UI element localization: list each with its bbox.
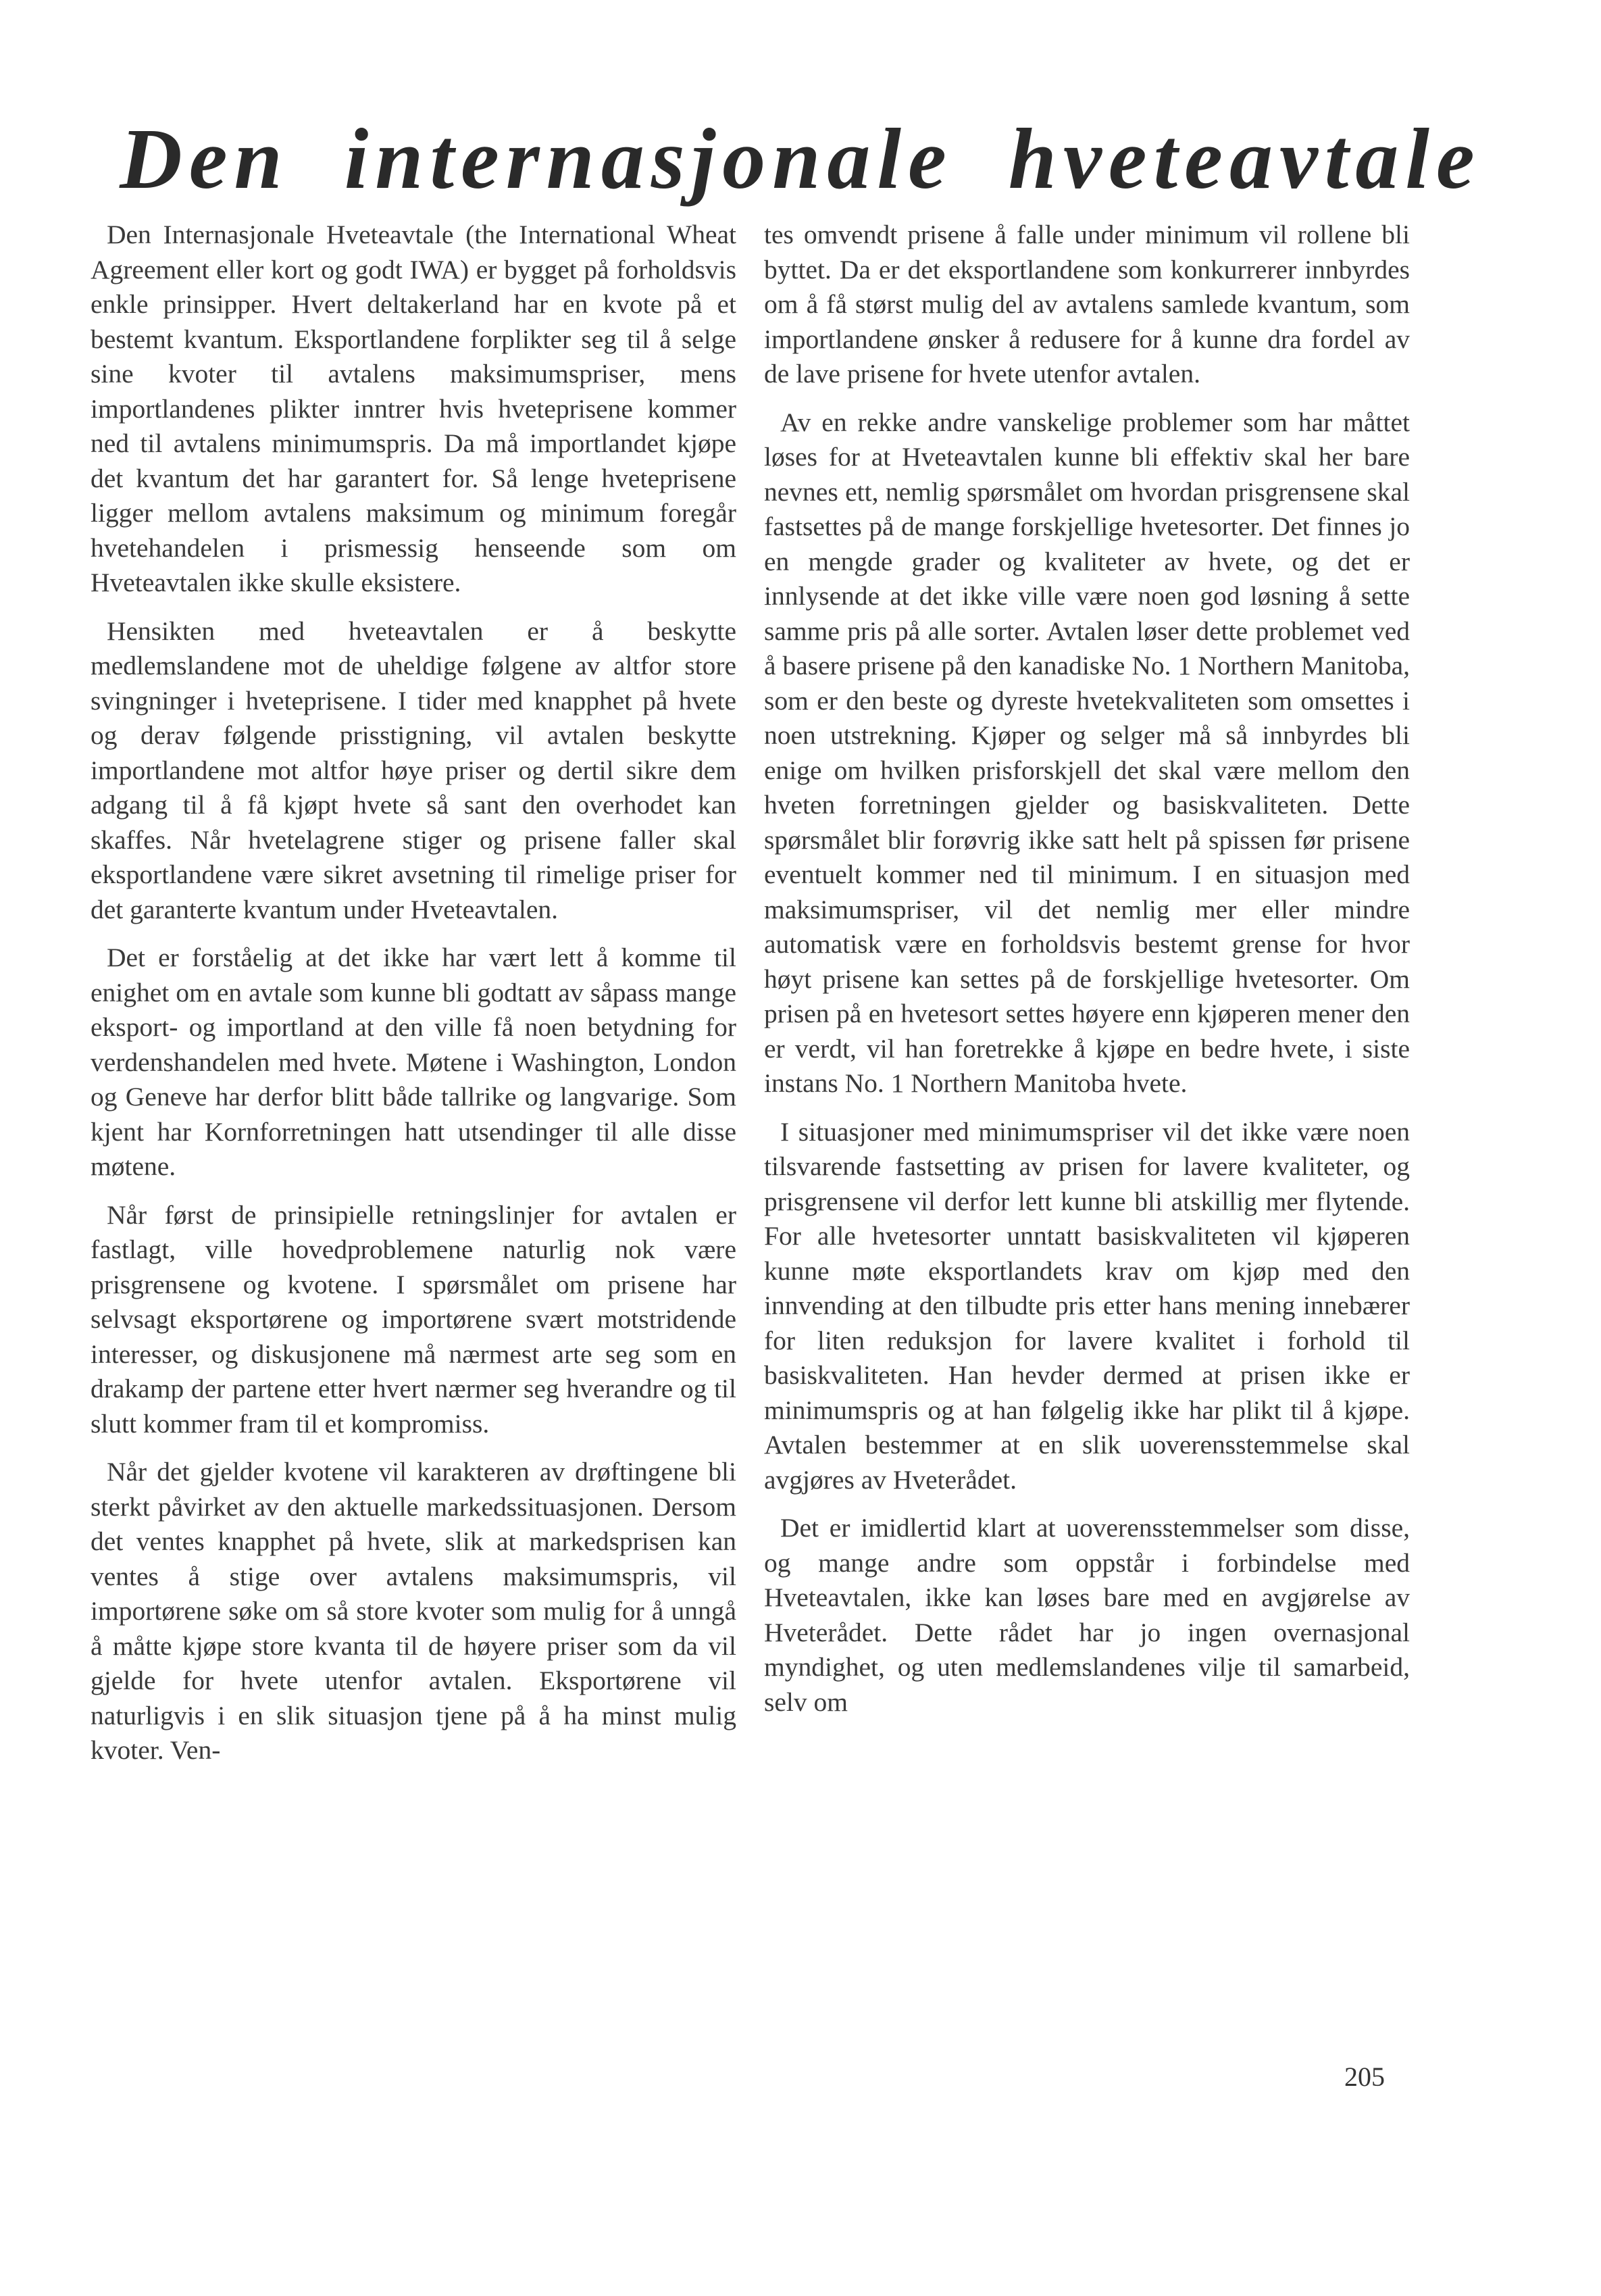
paragraph: Hensikten med hveteavtalen er å beskytte medlemslandene mot de uheldige følgene av altfor store svingninger i hveteprisene. I tider med knapphet på hvete og derav følgende prisstigning, vil avtalen beskytte importlandene mot altfor høye priser og dertil sikre dem adgang til å få kjøpt hvete så sant den overhodet kan skaffes. Når hvetelagrene stiger og prisene faller skal eksportlandene være sikret avsetning til rimelige priser for det garanterte kvantum under Hveteavtalen. xyxy=(91,616,736,924)
paragraph: Når det gjelder kvotene vil karakteren av drøftingene bli sterkt påvirket av den aktuelle markedssituasjonen. Dersom det ventes knapphet på hvete, slik at markedsprisen kan ventes å stige over avtalens maksimumspris, vil importørene søke om så store kvoter som mulig for å unngå å måtte kjøpe store kvanta til de høyere priser som da vil gjelde for hvete utenfor avtalen. Eksportørene vil naturligvis i en slik situasjon tjene på å ha minst mulig kvoter. Ven- xyxy=(91,1457,736,1765)
paragraph: Det er imidlertid klart at uoverensstemmelser som disse, og mange andre som oppstår i forbindelse med Hveteavtalen, ikke kan løses bare med en avgjørelse av Hveterådet. Dette rådet har jo ingen overnasjonal myndighet, og uten medlemslandenes vilje til samarbeid, selv om xyxy=(764,1513,1410,1717)
paragraph: tes omvendt prisene å falle under minimum vil rollene bli byttet. Da er det eksportlandene som konkurrerer innbyrdes om å få størst mulig del av avtalens samlede kvantum, som importlandene ønsker å redusere for å kunne dra fordel av de lave prisene for hvete utenfor avtalen. xyxy=(764,220,1410,389)
right-column xyxy=(764,218,1410,1733)
left-column xyxy=(91,218,736,1782)
page-title: Den internasjonale hveteavtale xyxy=(120,111,1481,207)
paragraph: Det er forståelig at det ikke har vært lett å komme til enighet om en avtale som kunne bli godtatt av såpass mange eksport- og importland at den ville få noen betydning for verdenshandelen med hvete. Møtene i Washington, London og Geneve har derfor blitt både tallrike og langvarige. Som kjent har Kornforretningen hatt utsendinger til alle disse møtene. xyxy=(91,943,736,1181)
page-number: 205 xyxy=(1344,2062,1385,2092)
paragraph: I situasjoner med minimumspriser vil det ikke være noen tilsvarende fastsetting av prisen for lavere kvaliteter, og prisgrensene vil derfor lett kunne bli atskillig mer flytende. For alle hvetesorter unntatt basiskvaliteten vil kjøperen kunne møte eksportlandets krav om kjøp med den innvending at den tilbudte pris etter hans mening innebærer for liten reduksjon for lavere kvalitet i forhold til basiskvaliteten. Han hevder dermed at prisen ikke er minimumspris og at han følgelig ikke har plikt til å kjøpe. Avtalen bestemmer at en slik uoverensstemmelse skal avgjøres av Hveterådet. xyxy=(764,1116,1410,1495)
paragraph: Den Internasjonale Hveteavtale (the International Wheat Agreement eller kort og godt IWA) er bygget på forholdsvis enkle prinsipper. Hvert deltakerland har en kvote på et bestemt kvantum. Eksportlandene forplikter seg til å selge sine kvoter til avtalens maksimumspriser, mens importlandenes plikter inntrer hvis hveteprisene kommer ned til avtalens minimumspris. Da må importlandet kjøpe det kvantum det har garantert for. Så lenge hveteprisene ligger mellom avtalens maksimum og minimum foregår hvetehandelen i prismessig henseende som om Hveteavtalen ikke skulle eksistere. xyxy=(91,220,736,597)
paragraph: Av en rekke andre vanskelige problemer som har måttet løses for at Hveteavtalen kunne bli effektiv skal her bare nevnes ett, nemlig spørsmålet om hvordan prisgrensene skal fastsettes på de mange forskjellige hvetesorter. Det finnes jo en mengde grader og kvaliteter av hvete, og det er innlysende at det ikke ville være noen god løsning å sette samme pris på alle sorter. Avtalen løser dette problemet ved å basere prisene på den kanadiske No. 1 Northern Manitoba, som er den beste og dyreste hvetekvaliteten som omsettes i noen utstrekning. Kjøper og selger må så innbyrdes bli enige om hvilken prisforskjell det skal være mellom den hveten forretningen gjelder og basiskvaliteten. Dette spørsmålet blir forøvrig ikke satt helt på spissen før prisene eventuelt kommer ned til minimum. I en situasjon med maksimumspriser, vil det nemlig mer eller mindre automatisk være en forholdsvis bestemt grense for hvor høyt prisene kan settes på de forskjellige hvetesorter. Om prisen på en hvetesort settes høyere enn kjøperen mener den er verdt, vil han foretrekke å kjøpe en bedre hvete, i siste instans No. 1 Northern Manitoba hvete. xyxy=(764,407,1410,1098)
paragraph: Når først de prinsipielle retningslinjer for avtalen er fastlagt, ville hovedproblemene naturlig nok være prisgrensene og kvotene. I spørsmålet om prisene har selvsagt eksportørene og importørene svært motstridende interesser, og diskusjonene må nærmest arte seg som en drakamp der partene etter hvert nærmer seg hverandre og til slutt kommer fram til et kompromiss. xyxy=(91,1199,736,1439)
